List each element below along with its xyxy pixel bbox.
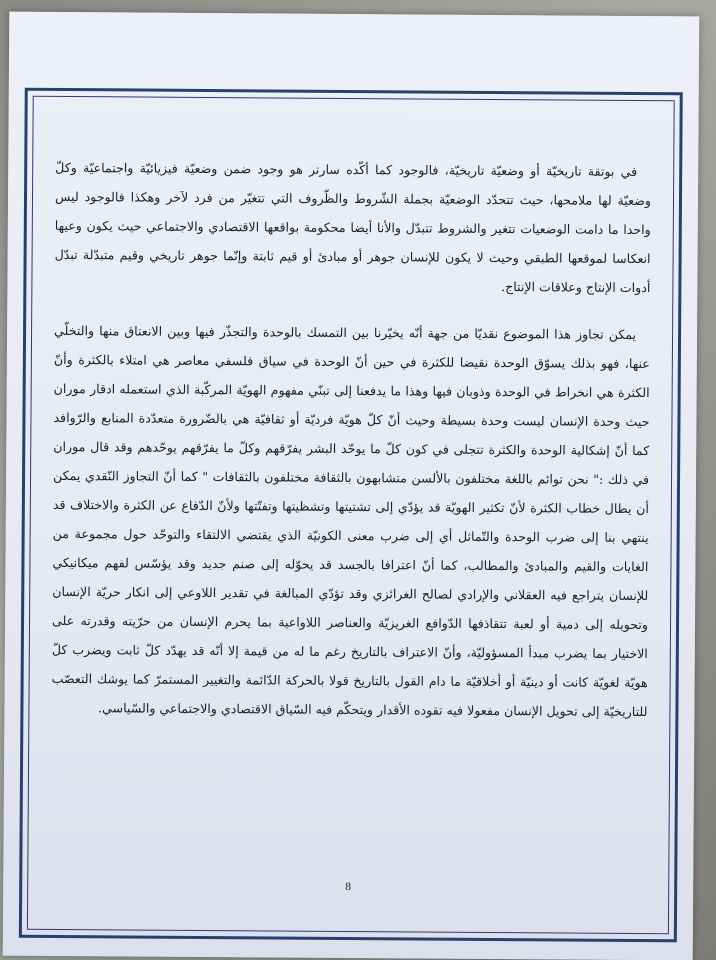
page-border-inner bbox=[27, 96, 675, 934]
paragraph-1: في بوتقة تاريخيّة أو وضعيّة تاريخيّة، فالوجود كما أكّده سارتر هو وجود ضمن وضعيّة فيزيائيّة واجتماعيّة وكلّ وضعيّة لها ملامحها، حيث تتحدّد الوضعيّة بجملة الشّروط والظّروف التي تتغيّر من فرد لآخر وهكذا فالوجود ليس واحدا ما دامت الوضعيات تتغير والشروط تتبدّل والأنا أيضا محكومة بواقعها الاقتصادي والاجتماعي حيث يكون وعيها انعكاسا لموقعها الطبقي وحيث لا يكون للإنسان جوهر أو مبادئ أو قيم ثابتة وإنّما جوهر تاريخي وقيم متبدّلة تبدّل أدوات الإنتاج وعلاقات الإنتاج. bbox=[54, 159, 652, 296]
body-text bbox=[51, 153, 651, 744]
page-border bbox=[19, 88, 683, 943]
paragraph-2: يمكن تجاوز هذا الموضوع نقديّا من جهة أنّه يخيّرنا بين التمسك بالوحدة والتجذّر فيها وبين الانعتاق منها والتخلّي عنها، فهو بذلك يسوّق الوحدة نقيضا للكثرة في حين أنّ الوحدة في سياق فلسفي معاصر هي امتلاء بالكثرة وأنّ الكثرة هي انخراط في الوحدة وذوبان فيها وهذا ما يدفعنا إلى تبنّي مفهوم الهويّة المركّبة الذي استعمله ادقار موران حيث وحدة الإنسان ليست وحدة بسيطة وحيث أنّ كلّ هويّة فرديّة أو ثقافيّة هي بالضّرورة متعدّدة المنابع والرّوافد كما أنّ إشكالية الوحدة والكثرة تتجلى في كون كلّ ما يوحّد البشر يفرّقهم وكلّ ما يفرّقهم يوحّدهم وقد قال موران في ذلك :" نحن توائم باللغة مختلفون بالألسن متشابهون بالثقافة مختلفون بالثقافات " كما أنّ التجاوز النّقدي يمكن أن يطال خطاب الكثرة لأنّ تكثير الهويّة قد يؤدّي إلى تشتيتها وتشظيتها وتفتّتها ولأنّ الدّفاع عن الكثرة والاختلاف قد ينتهي بنا إلى ضرب الوحدة والتّماثل أي إلى ضرب معنى الكونيّة الذي يقتضي الالتقاء والتوحّد حول مجموعة من الغايات والقيم والمبادئ والمطالب، كما أنّ اعترافا بالجسد قد يحوّله إلى صنم جديد وقد يؤسّس لفهم ميكانيكي للإنسان يتراجع فيه العقلاني والإرادي لصالح الغرائزي وقد تؤدّي المبالغة في تقدير اللاوعي إلى انكار حريّة الإنسان وتحويله إلى دمية أو لعبة تتقاذفها الدّوافع الغريزيّة والعناصر اللاواعية بما يحرم الإنسان من حرّيته وقدرته على الاختيار بما يضرب مبدأ المسؤوليّة، وأنّ الاعتراف بالتاريخ رغم ما له من قيمة إلا أنّه قد يهدّد كلّ ثابت ويضرب كلّ هويّة لغويّة كانت أو دينيّة أو أخلاقيّة ما دام القول بالتاريخ قولا بالحركة الدّائمة والتغيير المستمرّ كما يوشك التعصّب للتاريخيّة إلى تحويل الإنسان مفعولا فيه تقوده الأقدار ويتحكّم فيه السّياق الاقتصادي والاجتماعي والسّياسي. bbox=[51, 322, 650, 720]
page-number: 8 bbox=[344, 881, 352, 894]
paper-sheet bbox=[3, 12, 700, 960]
